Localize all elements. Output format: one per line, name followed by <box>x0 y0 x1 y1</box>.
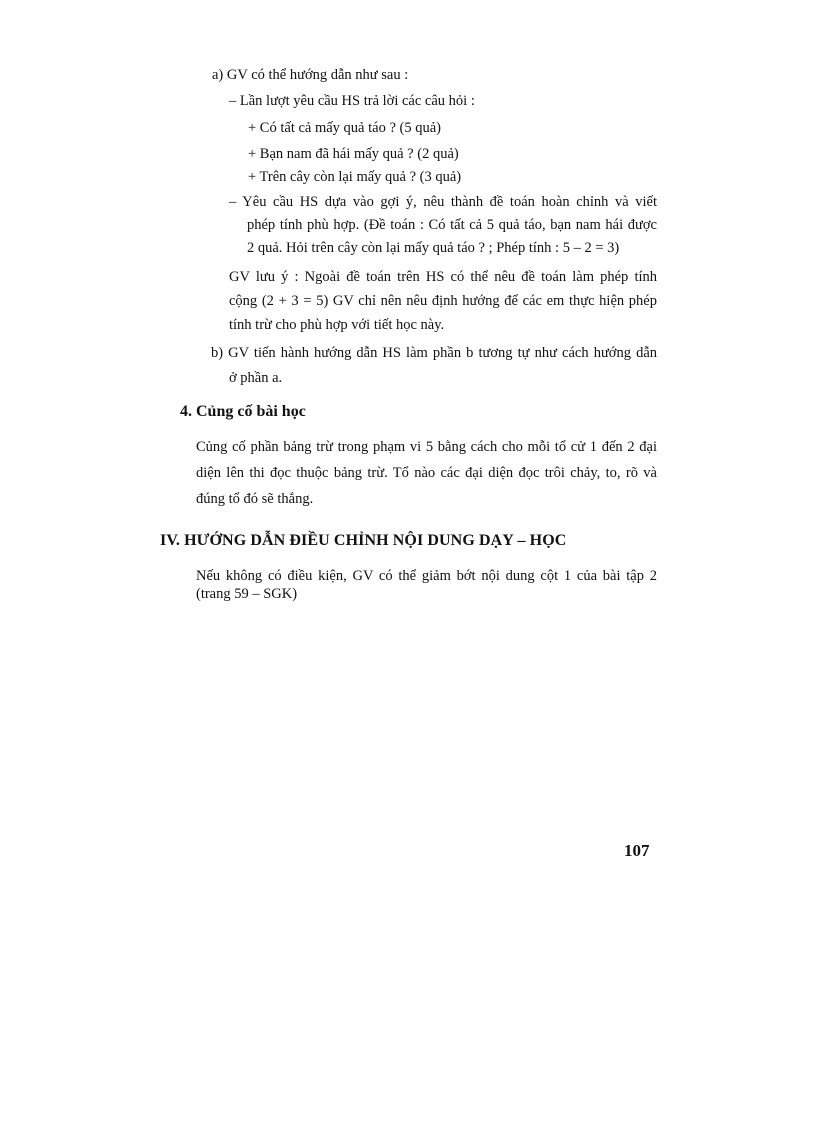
bullet-problem-line: phép tính phù hợp. (Đề toán : Có tất cả 5 quả táo, bạn nam hái được <box>247 217 657 233</box>
teacher-note-line: tính trừ cho phù hợp với tiết học này. <box>229 317 445 333</box>
section-b-line: ở phần a. <box>229 370 283 386</box>
adjustment-heading: IV. HƯỚNG DẪN ĐIỀU CHỈNH NỘI DUNG DẠY – HỌC <box>160 532 567 549</box>
page-number: 107 <box>624 841 650 860</box>
consolidation-heading: 4. Củng cố bài học <box>180 403 306 420</box>
question-item: + Bạn nam đã hái mấy quả ? (2 quả) <box>248 146 459 162</box>
bullet-problem-line: 2 quả. Hỏi trên cây còn lại mấy quả táo ? ; Phép tính : 5 – 2 = 3) <box>247 240 620 256</box>
teacher-note-line: cộng (2 + 3 = 5) GV chỉ nên nêu định hướng để các em thực hiện phép <box>229 293 657 309</box>
teacher-note-line: GV lưu ý : Ngoài đề toán trên HS có thể nêu đề toán làm phép tính <box>229 269 657 285</box>
consolidation-line: đúng tổ đó sẽ thắng. <box>196 491 314 507</box>
bullet-problem-line: – Yêu cầu HS dựa vào gợi ý, nêu thành đề toán hoàn chỉnh và viết <box>229 194 657 210</box>
question-item: + Trên cây còn lại mấy quả ? (3 quả) <box>248 169 462 185</box>
adjustment-line: Nếu không có điều kiện, GV có thể giảm bớt nội dung cột 1 của bài tập 2 <box>196 568 657 584</box>
question-item: + Có tất cả mấy quả táo ? (5 quả) <box>248 120 441 136</box>
section-a-intro: a) GV có thể hướng dẫn như sau : <box>212 67 409 83</box>
consolidation-line: Củng cố phần bảng trừ trong phạm vi 5 bằng cách cho mỗi tổ cử 1 đến 2 đại <box>196 439 657 455</box>
consolidation-line: diện lên thi đọc thuộc bảng trừ. Tổ nào các đại diện đọc trôi chảy, to, rõ và <box>196 465 657 481</box>
adjustment-line: (trang 59 – SGK) <box>196 586 298 602</box>
bullet-ask-questions: – Lần lượt yêu cầu HS trả lời các câu hỏi : <box>229 93 475 109</box>
section-b-line: b) GV tiến hành hướng dẫn HS làm phần b tương tự như cách hướng dẫn <box>211 345 657 361</box>
